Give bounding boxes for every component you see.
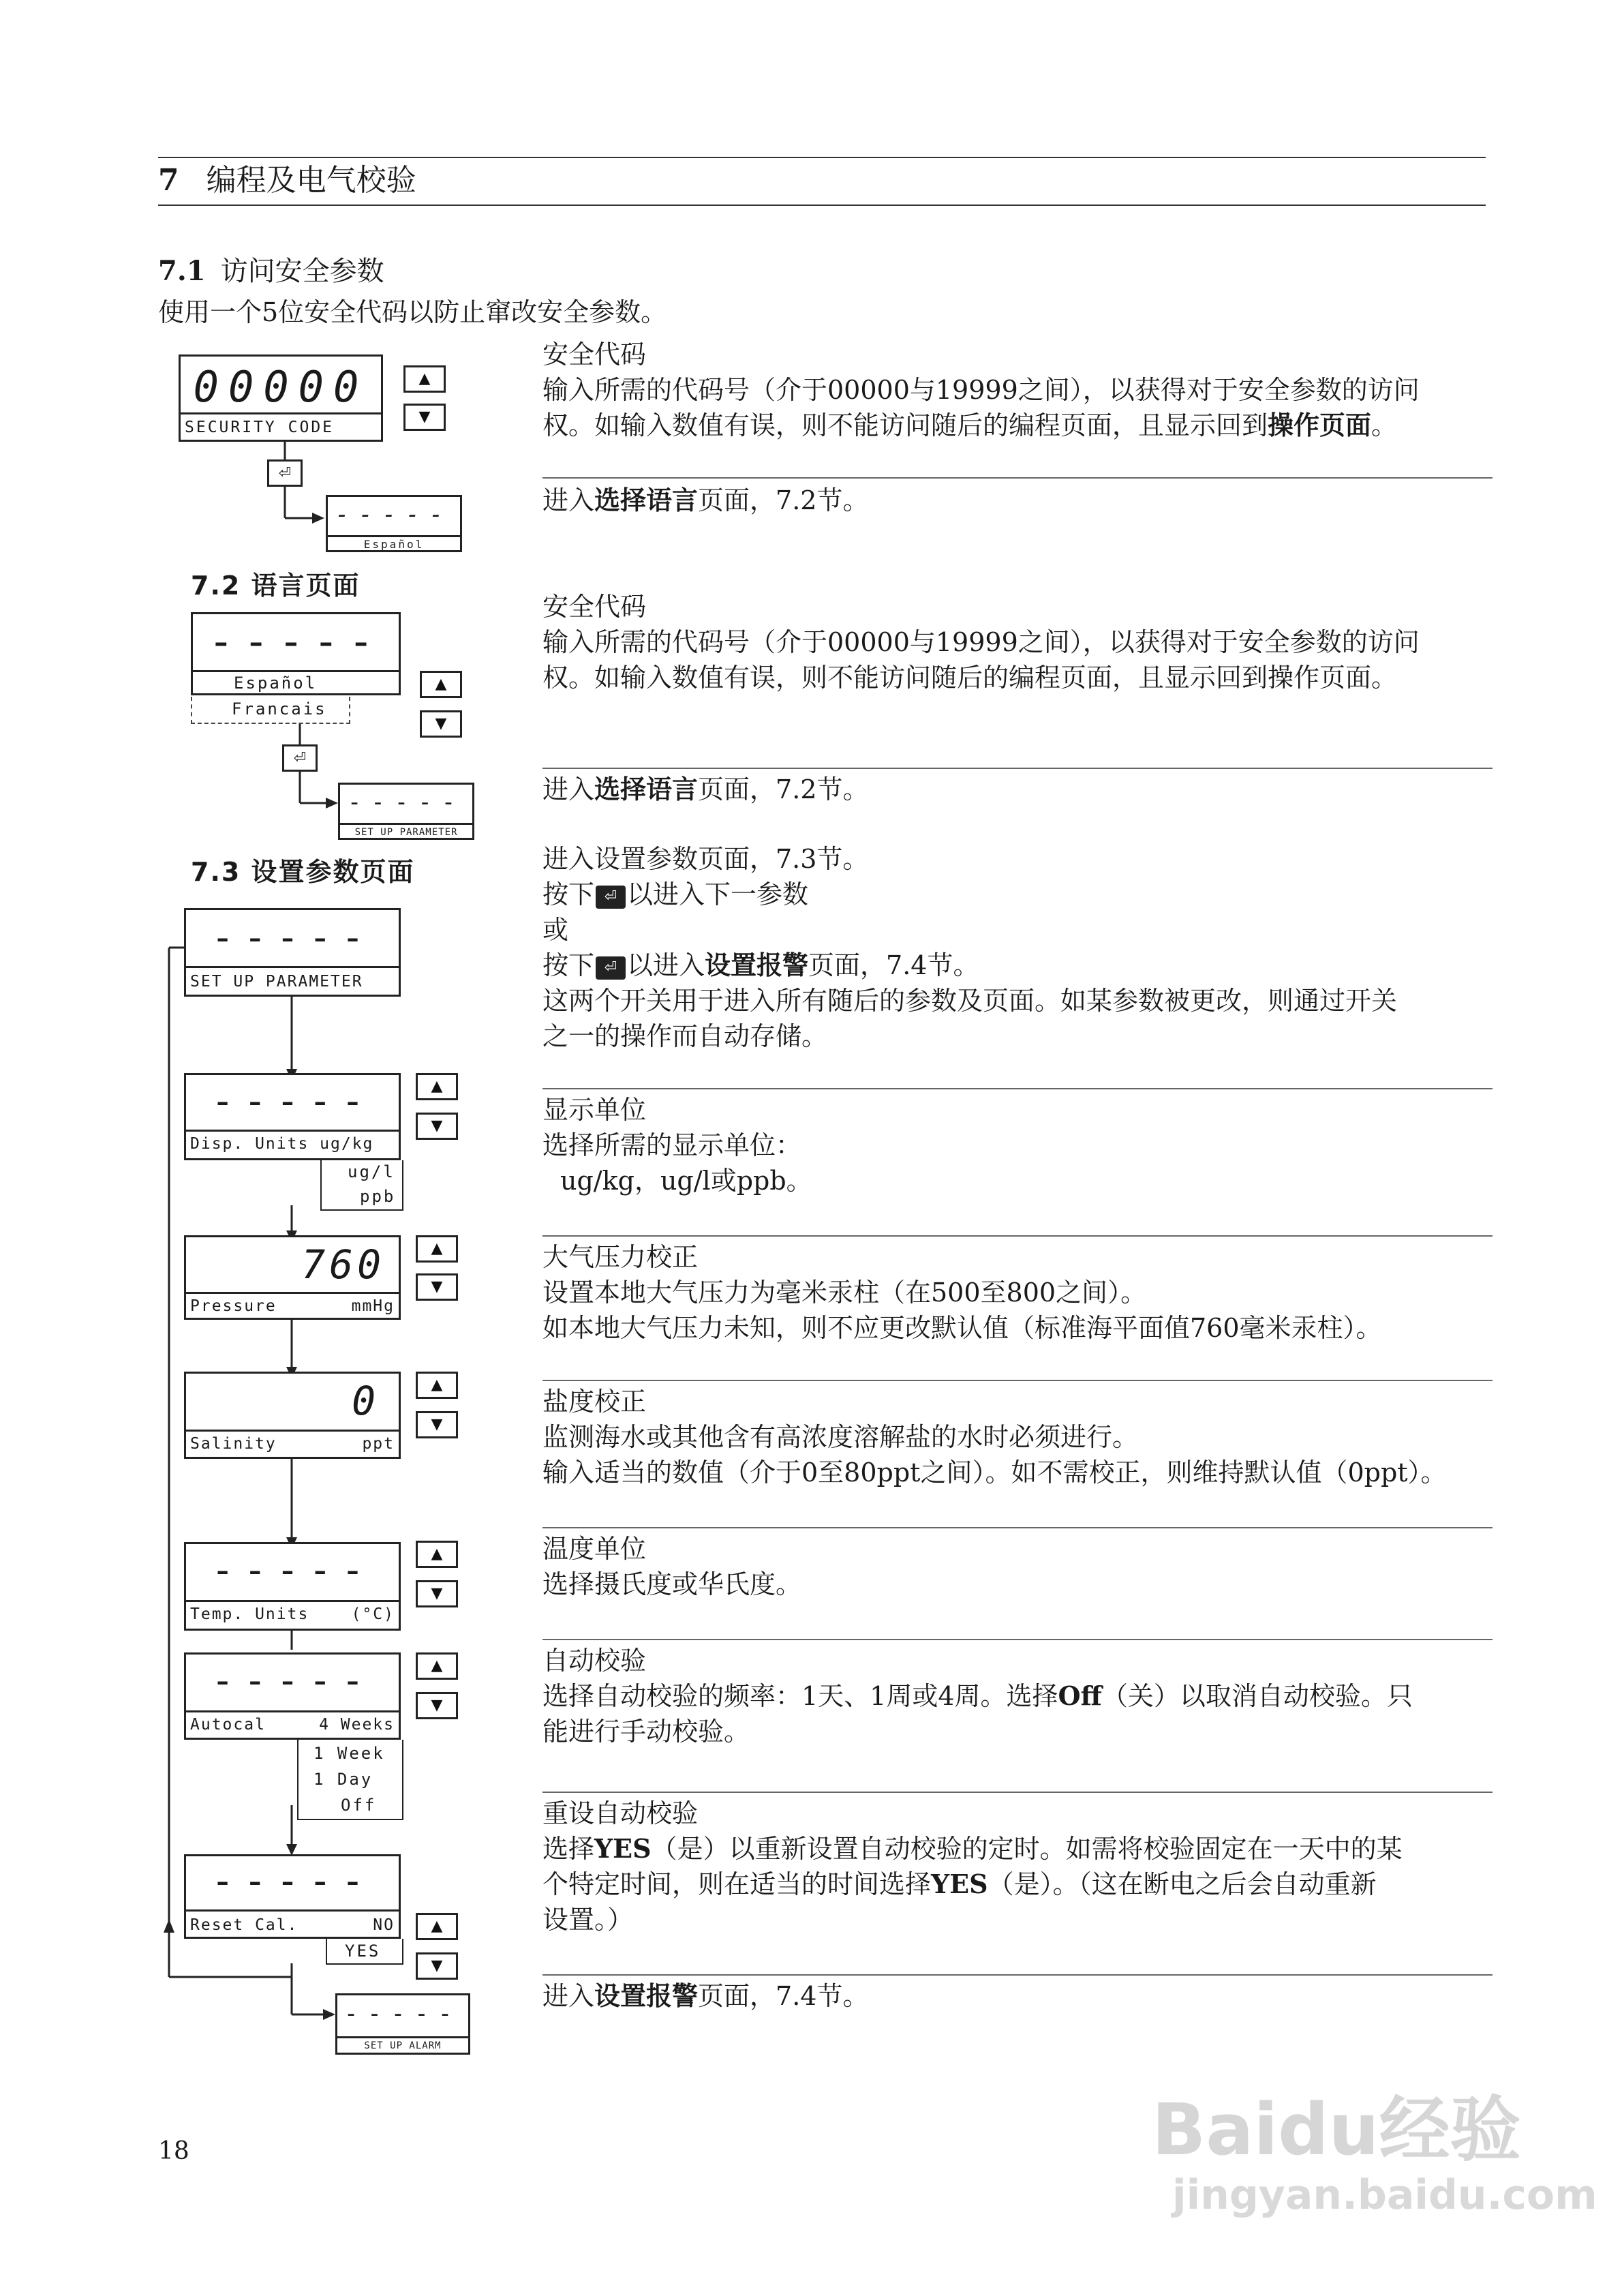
down-button[interactable]	[416, 1580, 458, 1607]
s72-heading: 安全代码	[542, 592, 647, 622]
disp-units-line2: ug/kg，ug/l或ppb。	[560, 1166, 812, 1196]
down-button[interactable]	[416, 1692, 458, 1719]
up-arrow-icon: ▲	[418, 370, 431, 387]
down-arrow-icon: ▼	[431, 1278, 443, 1295]
up-arrow-icon: ▲	[431, 1240, 443, 1257]
lcd-reset-cal: ----- Reset Cal. NO	[184, 1854, 401, 1939]
temp-units-line1: 选择摄氏度或华氏度。	[542, 1569, 802, 1599]
lcd-language-small: ----- Español	[326, 495, 462, 552]
up-arrow-icon: ▲	[431, 1376, 443, 1393]
subsection-7-1-title: 7.1 访问安全参数	[158, 255, 384, 287]
section-7-2-header: 7.2 语言页面	[191, 571, 361, 601]
disp-units-heading: 显示单位	[542, 1095, 647, 1125]
lcd-setup-alarm-small: ----- SET UP ALARM	[335, 1993, 470, 2055]
rule	[542, 1088, 1493, 1089]
s71-heading: 安全代码	[542, 339, 647, 369]
unit-option-ug-l[interactable]: ug/l	[348, 1162, 395, 1181]
section-title: 7 编程及电气校验	[158, 163, 416, 198]
next-key-icon: ⏎	[596, 886, 626, 909]
enter-icon: ⏎	[278, 464, 292, 482]
autocal-line1: 选择自动校验的频率：1天、1周或4周。选择Off（关）以取消自动校验。只	[542, 1680, 1413, 1711]
disp-units-line1: 选择所需的显示单位：	[542, 1130, 802, 1160]
down-button[interactable]	[416, 1273, 458, 1301]
s73-intro-line4: 按下 ⏎ 以进入设置报警页面，7.4节。	[542, 950, 979, 980]
lcd-salinity: 0 Salinity ppt	[184, 1372, 401, 1459]
down-button[interactable]	[416, 1411, 458, 1438]
section-7-3-header: 7.3 设置参数页面	[191, 857, 415, 887]
watermark-url: jingyan.baidu.com	[1172, 2171, 1597, 2219]
s73-next: 进入设置报警页面，7.4节。	[542, 1980, 869, 2011]
autocal-line2: 能进行手动校验。	[542, 1717, 750, 1747]
down-arrow-icon: ▼	[431, 1416, 443, 1433]
autocal-option-off[interactable]: Off	[341, 1796, 377, 1815]
down-arrow-icon: ▼	[431, 1957, 443, 1974]
s73-intro-line5: 这两个开关用于进入所有随后的参数及页面。如某参数被更改，则通过开关	[542, 986, 1398, 1016]
reset-line3: 设置。）	[542, 1905, 634, 1935]
down-button[interactable]	[416, 1113, 458, 1140]
watermark-brand: Baidu经验	[1152, 2088, 1521, 2171]
up-arrow-icon: ▲	[431, 1078, 443, 1095]
s71-next: 进入选择语言页面，7.2节。	[542, 485, 869, 515]
s71-line1: 输入所需的代码号（介于00000与19999之间），以获得对于安全参数的访问	[542, 375, 1420, 405]
down-button[interactable]	[420, 710, 462, 738]
lcd-setup-parameter: ----- SET UP PARAMETER	[184, 908, 401, 997]
enter-button[interactable]	[282, 744, 318, 772]
lcd-language: ----- Español	[191, 612, 401, 695]
pressure-line2: 如本地大气压力未知，则不应更改默认值（标准海平面值760毫米汞柱）。	[542, 1313, 1382, 1343]
down-arrow-icon: ▼	[431, 1117, 443, 1134]
salinity-line2: 输入适当的数值（介于0至80ppt之间）。如不需校正，则维持默认值（0ppt）。	[542, 1457, 1447, 1487]
rule	[542, 1235, 1493, 1237]
subsection-7-1-intro: 使用一个5位安全代码以防止窜改安全参数。	[158, 297, 667, 327]
s72-line1: 输入所需的代码号（介于00000与19999之间），以获得对于安全参数的访问	[542, 627, 1420, 657]
up-button[interactable]	[416, 1372, 458, 1399]
up-arrow-icon: ▲	[435, 676, 447, 693]
salinity-line1: 监测海水或其他含有高浓度溶解盐的水时必须进行。	[542, 1422, 1139, 1452]
reset-heading: 重设自动校验	[542, 1798, 699, 1828]
up-arrow-icon: ▲	[431, 1657, 443, 1674]
temp-units-heading: 温度单位	[542, 1534, 647, 1564]
down-arrow-icon: ▼	[418, 408, 431, 425]
autocal-heading: 自动校验	[542, 1646, 647, 1676]
reset-line2: 个特定时间，则在适当的时间选择YES（是）。（这在断电之后会自动重新	[542, 1869, 1377, 1899]
rule	[542, 768, 1493, 769]
s73-intro-line3: 或	[542, 915, 569, 945]
down-button[interactable]	[403, 404, 446, 431]
lcd-autocal: ----- Autocal 4 Weeks	[184, 1652, 401, 1740]
up-button[interactable]	[420, 671, 462, 698]
up-arrow-icon: ▲	[431, 1545, 443, 1562]
up-button[interactable]	[416, 1652, 458, 1680]
s73-intro-line1: 进入设置参数页面，7.3节。	[542, 844, 869, 874]
enter-button[interactable]	[267, 459, 303, 487]
unit-option-ppb[interactable]: ppb	[360, 1187, 396, 1206]
down-arrow-icon: ▼	[431, 1697, 443, 1714]
lcd-temp-units: ----- Temp. Units (°C)	[184, 1542, 401, 1631]
down-arrow-icon: ▼	[431, 1585, 443, 1602]
salinity-heading: 盐度校正	[542, 1387, 647, 1417]
s71-line2: 权。如输入数值有误，则不能访问随后的编程页面，且显示回到操作页面。	[542, 410, 1398, 440]
s72-line2: 权。如输入数值有误，则不能访问随后的编程页面，且显示回到操作页面。	[542, 663, 1398, 693]
up-button[interactable]	[416, 1073, 458, 1100]
rule	[542, 1792, 1493, 1793]
pressure-line1: 设置本地大气压力为毫米汞柱（在500至800之间）。	[542, 1278, 1147, 1308]
s73-intro-line6: 之一的操作而自动存储。	[542, 1021, 828, 1051]
lcd-setup-small: ----- SET UP PARAMETER	[338, 783, 474, 840]
page-number: 18	[158, 2137, 189, 2165]
reset-option-yes[interactable]: YES	[345, 1942, 381, 1961]
reset-line1: 选择YES（是）以重新设置自动校验的定时。如需将校验固定在一天中的某	[542, 1833, 1403, 1864]
lcd-security-code: 00000 SECURITY CODE	[179, 354, 383, 442]
rule	[542, 477, 1493, 479]
up-button[interactable]	[403, 365, 446, 393]
rule	[542, 1527, 1493, 1528]
unit-options-frame	[320, 1160, 403, 1211]
s72-next: 进入选择语言页面，7.2节。	[542, 774, 869, 804]
language-option[interactable]: Francais	[232, 699, 327, 719]
up-button[interactable]	[416, 1541, 458, 1568]
rule	[542, 1380, 1493, 1381]
up-arrow-icon: ▲	[431, 1918, 443, 1935]
down-arrow-icon: ▼	[435, 715, 447, 732]
s73-intro-line2: 按下 ⏎ 以进入下一参数	[542, 879, 809, 909]
up-button[interactable]	[416, 1913, 458, 1940]
rule	[542, 1639, 1493, 1640]
lcd-pressure: 760 Pressure mmHg	[184, 1235, 401, 1320]
rule	[542, 1974, 1493, 1976]
up-button[interactable]	[416, 1235, 458, 1263]
enter-icon: ⏎	[293, 749, 307, 767]
enter-key-icon: ⏎	[596, 956, 626, 980]
pressure-heading: 大气压力校正	[542, 1242, 699, 1272]
down-button[interactable]	[416, 1952, 458, 1980]
autocal-option-1-week[interactable]: 1 Week	[313, 1744, 385, 1763]
autocal-option-1-day[interactable]: 1 Day	[313, 1770, 373, 1789]
lcd-display-units: ----- Disp. Units ug/kg	[184, 1073, 401, 1160]
